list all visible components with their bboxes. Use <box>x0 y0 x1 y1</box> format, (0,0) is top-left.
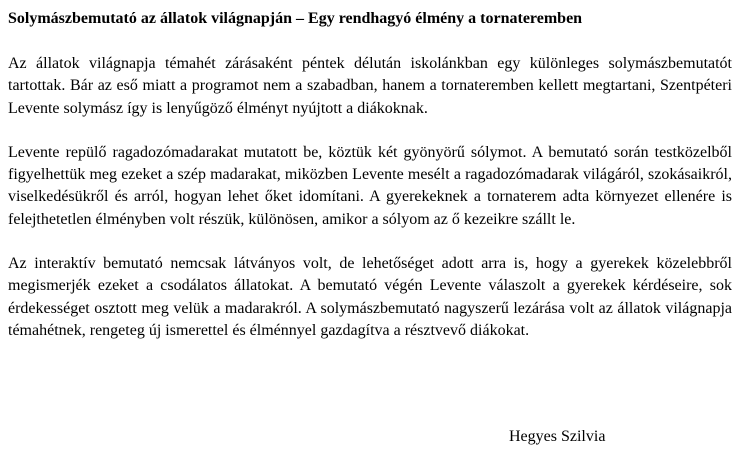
article-title: Solymászbemutató az állatok világnapján – Egy rendhagyó élmény a tornateremben <box>8 10 583 27</box>
article-paragraph-3: Az interaktív bemutató nemcsak látványos volt, de lehetőséget adott arra is, hogy a gyerekek közelebbről megismerjék ezeket a csodálatos állatokat. A bemutató végén Levente válaszolt a gyerekek kérdéseire, sok érdekességet osztott meg velük a madarakról. A solymászbemutató nagyszerű lezárása volt az állatok világnapja témahétnek, rengeteg új ismerettel és élménnyel gazdagítva a résztvevő diákokat. <box>8 255 732 339</box>
author-signature: Hegyes Szilvia <box>509 428 606 445</box>
article <box>8 8 732 342</box>
article-paragraph-2: Levente repülő ragadozómadarakat mutatott be, köztük két gyönyörű sólymot. A bemutató során testközelből figyelhettük meg ezeket a szép madarakat, miközben Levente mesélt a ragadozómadarak világáról, szokásaikról, viselkedésükről és arról, hogyan lehet őket idomítani. A gyerekeknek a tornaterem adta környezet ellenére is felejthetetlen élményben volt részük, különösen, amikor a sólyom az ő kezeikre szállt le. <box>8 143 732 228</box>
article-paragraph-1: Az állatok világnapja témahét zárásaként péntek délután iskolánkban egy különleges solymászbemutatót tartottak. Bár az eső miatt a programot nem a szabadban, hanem a tornateremben kellett megtartani, Szentpéteri Levente solymász így is lenyűgöző élményt nyújtott a diákoknak. <box>8 55 732 117</box>
